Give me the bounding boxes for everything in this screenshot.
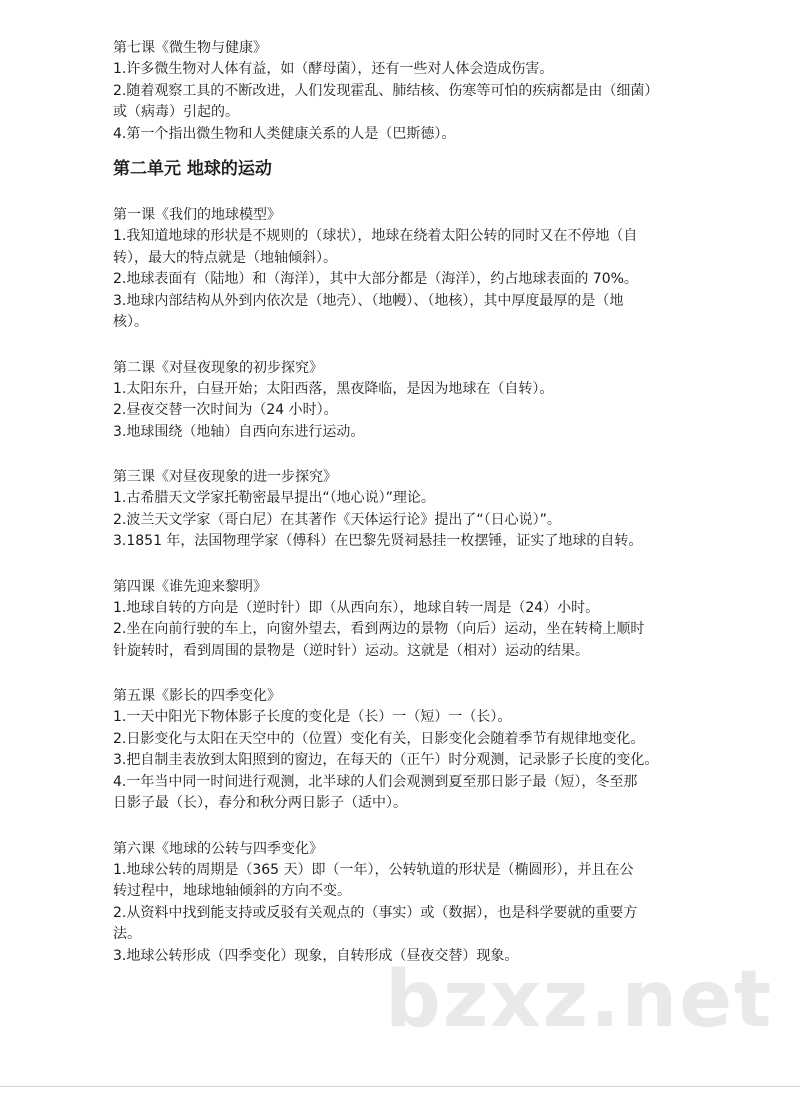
unit-heading: 第二单元 地球的运动 [113, 159, 272, 179]
text-line: 或（病毒）引起的。 [113, 104, 239, 120]
spacer [113, 815, 693, 839]
lesson-title: 第七课《微生物与健康》 [113, 40, 267, 56]
lesson-section-earth-model [113, 205, 693, 334]
text-line: 1.地球公转的周期是（365 天）即（一年），公转轨道的形状是（椭圆形），并且在公 [113, 861, 634, 878]
spacer [113, 662, 693, 686]
lesson-title: 第二课《对昼夜现象的初步探究》 [113, 359, 323, 376]
lesson-title: 第一课《我们的地球模型》 [113, 207, 281, 223]
text-line: 核）。 [113, 314, 148, 330]
spacer [113, 553, 693, 577]
text-line: 2.地球表面有（陆地）和（海洋），其中大部分都是（海洋），约占地球表面的 70%。 [113, 271, 638, 287]
text-line: 3.1851 年，法国物理学家（傅科）在巴黎先贤祠悬挂一枚摆锤，证实了地球的自转。 [113, 533, 643, 549]
lesson-section-microbes [113, 38, 693, 145]
text-line: 4.第一个指出微生物和人类健康关系的人是（巴斯德）。 [113, 125, 456, 142]
text-line: 2.随着观察工具的不断改进，人们发现霍乱、肺结核、伤寒等可怕的疾病都是由（细菌） [113, 82, 659, 99]
lesson-section-revolution [113, 839, 693, 968]
text-line: 针旋转时，看到周围的景物是（逆时针）运动。这就是（相对）运动的结果。 [113, 642, 589, 659]
page-bottom-divider [0, 1086, 800, 1087]
watermark: bzxz.net [385, 955, 774, 1045]
text-line: 3.地球围绕（地轴）自西向东进行运动。 [113, 423, 365, 440]
text-line: 2.昼夜交替一次时间为（24 小时）。 [113, 402, 338, 418]
lesson-title: 第五课《影长的四季变化》 [113, 688, 281, 704]
text-line: 3.把自制圭表放到太阳照到的窗边，在每天的（正午）时分观测，记录影子长度的变化。 [113, 752, 659, 768]
spacer [113, 181, 693, 205]
text-line: 2.波兰天文学家（哥白尼）在其著作《天体运行论》提出了“（日心说）”。 [113, 511, 561, 528]
text-line: 1.许多微生物对人体有益，如（酵母菌），还有一些对人体会造成伤害。 [113, 61, 554, 77]
lesson-section-day-night-1 [113, 358, 693, 444]
text-line: 2.日影变化与太阳在天空中的（位置）变化有关，日影变化会随着季节有规律地变化。 [113, 730, 645, 747]
text-line: 1.地球自转的方向是（逆时针）即（从西向东），地球自转一周是（24）小时。 [113, 599, 600, 616]
lesson-section-shadow-length [113, 686, 693, 815]
lesson-section-day-night-2 [113, 467, 693, 553]
lesson-title: 第三课《对昼夜现象的进一步探究》 [113, 469, 337, 485]
spacer [113, 334, 693, 358]
lesson-title: 第四课《谁先迎来黎明》 [113, 578, 267, 595]
spacer [113, 443, 693, 467]
text-line: 1.一天中阳光下物体影子长度的变化是（长）一（短）一（长）。 [113, 709, 512, 725]
text-line: 1.我知道地球的形状是不规则的（球状），地球在绕着太阳公转的同时又在不停地（自 [113, 228, 638, 244]
text-line: 3.地球公转形成（四季变化）现象，自转形成（昼夜交替）现象。 [113, 947, 519, 964]
text-line: 2.从资料中找到能支持或反驳有关观点的（事实）或（数据），也是科学要就的重要方 [113, 904, 638, 921]
text-line: 2.坐在向前行驶的车上，向窗外望去，看到两边的景物（向后）运动，坐在转椅上顺时 [113, 621, 645, 637]
text-line: 日影子最（长），春分和秋分两日影子（适中）。 [113, 795, 407, 811]
lesson-title: 第六课《地球的公转与四季变化》 [113, 840, 323, 857]
text-line: 法。 [113, 926, 141, 942]
text-line: 1.古希腊天文学家托勒密最早提出“（地心说）”理论。 [113, 490, 435, 506]
text-line: 1.太阳东升，白昼开始；太阳西落，黑夜降临，是因为地球在（自转）。 [113, 380, 554, 397]
text-line: 转），最大的特点就是（地轴倾斜）。 [113, 249, 337, 266]
text-line: 4.一年当中同一时间进行观测，北半球的人们会观测到夏至那日影子最（短），冬至那 [113, 773, 638, 790]
document-content [113, 38, 693, 967]
text-line: 转过程中，地球地轴倾斜的方向不变。 [113, 883, 351, 899]
lesson-section-dawn [113, 577, 693, 663]
text-line: 3.地球内部结构从外到内依次是（地壳）、（地幔）、（地核），其中厚度最厚的是（地 [113, 292, 624, 309]
